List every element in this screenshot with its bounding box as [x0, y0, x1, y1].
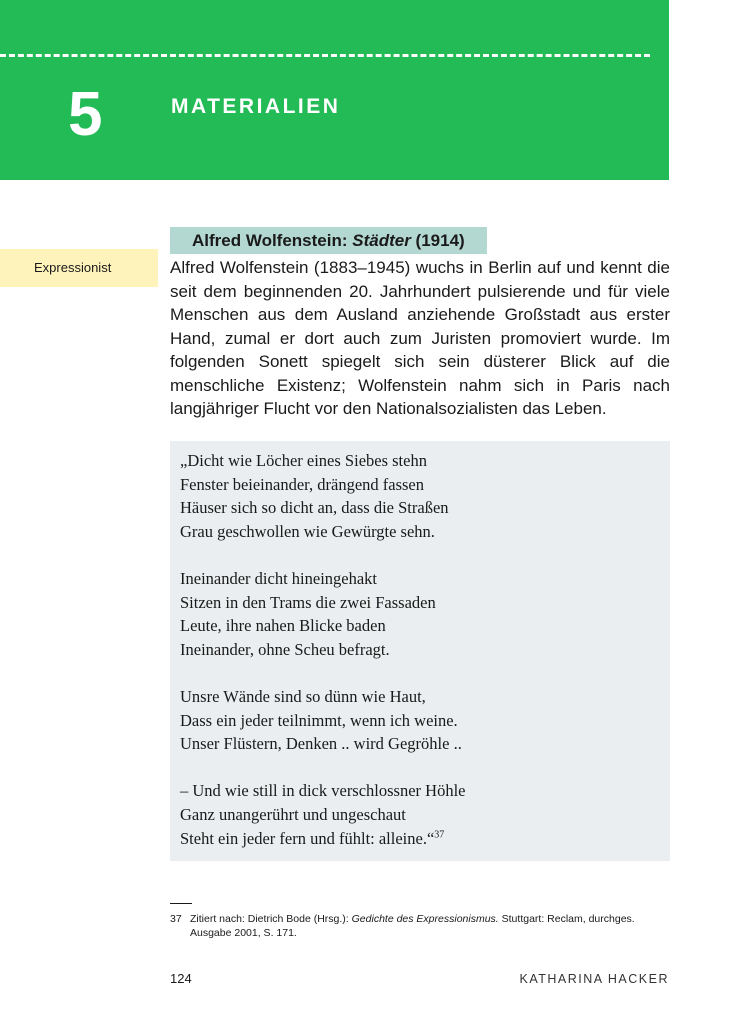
section-title: [170, 227, 487, 254]
poem-line: Ineinander dicht hineingehakt: [180, 568, 378, 588]
header-dashed-line: [0, 54, 650, 57]
footnote-suffix: Stuttgart: Reclam, durchges.: [498, 913, 635, 925]
running-author: KATHARINA HACKER: [519, 972, 669, 986]
section-author: Alfred Wolfenstein:: [192, 231, 353, 250]
poem-line-text: Steht ein jeder fern und fühlt: alleine.“: [180, 828, 435, 848]
section-year: (1914): [410, 231, 465, 250]
poem-stanza: [180, 449, 670, 543]
footnote-title: Gedichte des Expressionismus.: [351, 913, 499, 925]
poem-line: Unsre Wände sind so dünn wie Haut,: [180, 686, 426, 706]
poem-box: [170, 441, 670, 861]
poem-line: Häuser sich so dicht an, dass die Straßen: [180, 498, 449, 518]
poem-stanza: [180, 567, 670, 661]
poem-line: Dass ein jeder teilnimmt, wenn ich weine.: [180, 710, 458, 730]
intro-paragraph: Alfred Wolfenstein (1883–1945) wuchs in Berlin auf und kennt die seit dem beginnenden 20. Jahrhundert pulsierende und für viele Menschen aus dem Ausland anziehende Großstadt aus erster Hand, zumal er dort auch zum Juristen promoviert wurde. Im folgenden Sonett spiegelt sich sein düsterer Blick auf die menschliche Existenz; Wolfenstein nahm sich in Paris nach langjähriger Flucht vor den Nationalsozialisten das Leben.: [170, 258, 670, 418]
footnote: [170, 912, 670, 940]
poem-line: „Dicht wie Löcher eines Siebes stehn: [180, 451, 427, 470]
footnote-rule: [170, 903, 192, 904]
poem-line: Fenster beieinander, drängend fassen: [180, 474, 424, 494]
section-work-title: Städter: [352, 231, 411, 250]
poem-stanza: [180, 779, 670, 850]
poem-line: Grau geschwollen wie Gewürgte sehn.: [180, 521, 435, 541]
poem-line: Unser Flüstern, Denken .. wird Gegröhle ..: [180, 734, 462, 754]
page-number: 124: [170, 971, 192, 986]
poem-stanza: [180, 685, 670, 756]
chapter-title: MATERIALIEN: [171, 95, 341, 118]
poem-line: Leute, ihre nahen Blicke baden: [180, 616, 386, 636]
poem-line: – Und wie still in dick verschlossner Höhle: [180, 781, 466, 801]
margin-tag: Expressionist: [0, 249, 158, 287]
chapter-number: 5: [68, 80, 103, 149]
chapter-header: [0, 0, 669, 180]
poem-line-last: [180, 827, 670, 851]
footnote-line-2: Ausgabe 2001, S. 171.: [190, 927, 297, 939]
poem-line: Ganz unangerührt und ungeschaut: [180, 804, 406, 824]
poem-line: Ineinander, ohne Scheu befragt.: [180, 639, 390, 659]
poem-line: Sitzen in den Trams die zwei Fassaden: [180, 592, 436, 612]
footnote-prefix: Zitiert nach: Dietrich Bode (Hrsg.):: [190, 913, 352, 925]
footnote-number: 37: [170, 913, 182, 925]
footnote-reference[interactable]: 37: [434, 829, 445, 840]
